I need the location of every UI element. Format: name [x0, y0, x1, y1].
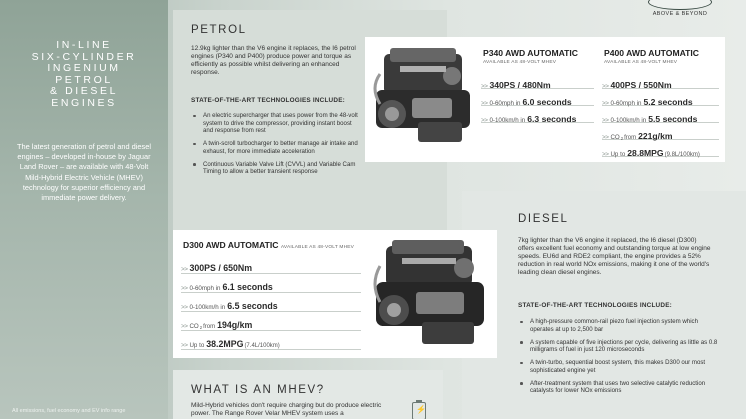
mhev-description: Mild-Hybrid vehicles don't require charging but do produce electric power. The Range Rover Velar MHEV system uses a — [191, 402, 382, 418]
spec-label: Up to — [189, 342, 205, 349]
spec-row-mpg: >> Up to 28.8MPG(9.8L/100km) — [602, 143, 719, 157]
spec-row-power: >> 340PS / 480Nm — [481, 75, 594, 89]
spec-value: 28.8MPG — [627, 148, 664, 158]
spec-row-mpg: >> Up to 38.2MPG(7.4L/100km) — [181, 334, 361, 350]
spec-label: CO — [610, 134, 620, 141]
spec-value: 400PS / 550Nm — [610, 80, 672, 90]
list-item: A twin-turbo, sequential boost system, this makes D300 our most sophisticated engine yet — [518, 359, 718, 374]
spec-subscript: 2 — [620, 136, 624, 141]
intro-title-line: INGENIUM — [47, 62, 121, 74]
spec-label: 0-60mph in — [189, 285, 221, 292]
variant-availability-p340: AVAILABLE AS 48-VOLT MHEV — [483, 60, 557, 65]
petrol-tech-heading: STATE-OF-THE-ART TECHNOLOGIES INCLUDE: — [191, 97, 345, 104]
spec-subscript: 2 — [199, 325, 203, 330]
variant-availability-d300: AVAILABLE AS 48-VOLT MHEV — [280, 245, 355, 250]
variant-title-p400: P400 AWD AUTOMATIC — [604, 48, 700, 58]
spec-label: 0-100km/h in — [610, 117, 647, 124]
list-item: A twin-scroll turbocharger to better manage air intake and exhaust, for more immediate acceleration — [191, 140, 359, 155]
petrol-description: 12.9kg lighter than the V6 engine it replaces, the I6 petrol engines (P340 and P400) produce power and torque as efficiently as possible whilst delivering an enhanced response. — [191, 45, 356, 77]
spec-value: 6.1 seconds — [222, 282, 273, 292]
diesel-description: 7kg lighter than the V6 engine it replaced, the I6 diesel (D300) offers excellent fuel economy and outstanding torque at low engine speeds. EU6d and RDE2 compliant, the engine provides a 52% reduction in real world NOx emissions, making it one of the world's leading clean diesel engines. — [518, 237, 711, 277]
spec-value: 300PS / 650Nm — [189, 263, 253, 273]
spec-row-accel-100: >> 0-100km/h in 6.3 seconds — [481, 109, 594, 123]
spec-value: 38.2MPG — [206, 339, 244, 349]
petrol-title: PETROL — [191, 24, 247, 36]
spec-label: Up to — [610, 151, 626, 158]
brand-logo — [648, 0, 712, 10]
spec-value: 5.5 seconds — [648, 114, 698, 124]
intro-title-line: ENGINES — [51, 96, 117, 109]
mhev-title: WHAT IS AN MHEV? — [191, 384, 325, 396]
spec-value: 194g/km — [217, 320, 253, 330]
spec-label: from — [624, 135, 637, 141]
spec-value: 6.3 seconds — [527, 114, 577, 124]
petrol-engine-image — [370, 44, 476, 148]
spec-row-power: >> 300PS / 650Nm — [181, 258, 361, 274]
list-item: A system capable of five injections per cycle, delivering as little as 0.8 milligrams of fuel in just 120 microseconds — [518, 339, 718, 354]
diesel-engine-image — [368, 238, 492, 350]
diesel-tech-list — [518, 318, 718, 400]
spec-row-accel-60: >> 0-60mph in 6.0 seconds — [481, 92, 594, 106]
brand-tagline: ABOVE & BEYOND — [652, 11, 708, 17]
spec-row-co2: >> CO2from 194g/km — [181, 315, 361, 331]
spec-row-power: >> 400PS / 550Nm — [602, 75, 719, 89]
spec-note: (9.8L/100km) — [664, 152, 700, 158]
list-item: After-treatment system that uses two selective catalytic reduction catalysts for lower NOx emissions — [518, 380, 718, 395]
intro-title-line: IN-LINE — [56, 39, 112, 51]
spec-value: 6.0 seconds — [522, 97, 572, 107]
variant-availability-p400: AVAILABLE AS 48-VOLT MHEV — [604, 60, 678, 65]
intro-title-line: SIX-CYLINDER — [31, 50, 137, 63]
list-item: Continuous Variable Valve Lift (CVVL) and Variable Cam Timing to allow a better transient response — [191, 161, 359, 176]
spec-label: 0-60mph in — [489, 100, 521, 107]
intro-title-line: PETROL — [55, 73, 113, 86]
variant-title-d300 — [183, 240, 354, 250]
spec-row-accel-60: >> 0-60mph in 5.2 seconds — [602, 92, 719, 106]
spec-label: 0-60mph in — [610, 100, 642, 107]
list-item: An electric supercharger that uses power from the 48-volt system to drive the compressor, providing instant boost and response from rest — [191, 112, 359, 135]
petrol-tech-list — [191, 112, 359, 181]
spec-label: 0-100km/h in — [489, 117, 526, 124]
intro-body: The latest generation of petrol and diesel engines – developed in-house by Jaguar Land Rover – are available with 48-Volt Mild-Hybrid Electric Vehicle (MHEV) technology for superior efficiency and immediate power delivery. — [17, 142, 151, 203]
list-item: A high-pressure common-rail piezo fuel injection system which operates at up to 2,500 bar — [518, 318, 718, 333]
spec-value: 340PS / 480Nm — [489, 80, 551, 90]
spec-label: from — [203, 324, 216, 330]
diesel-title: DIESEL — [518, 213, 569, 225]
spec-value: 6.5 seconds — [227, 301, 278, 311]
spec-note: (7.4L/100km) — [244, 343, 280, 349]
spec-value: 5.2 seconds — [643, 97, 693, 107]
intro-title — [12, 40, 156, 109]
spec-value: 221g/km — [638, 131, 673, 141]
intro-title-line: & DIESEL — [49, 85, 119, 97]
spec-row-accel-60: >> 0-60mph in 6.1 seconds — [181, 277, 361, 293]
intro-column — [0, 0, 168, 419]
spec-label: 0-100km/h in — [189, 304, 226, 311]
spec-row-co2: >> CO2from 221g/km — [602, 126, 719, 140]
variant-title-p340: P340 AWD AUTOMATIC — [483, 48, 579, 58]
intro-footnote: All emissions, fuel economy and EV info range — [12, 408, 126, 414]
spec-label: CO — [189, 323, 199, 330]
spec-row-accel-100: >> 0-100km/h in 6.5 seconds — [181, 296, 361, 312]
spec-row-accel-100: >> 0-100km/h in 5.5 seconds — [602, 109, 719, 123]
diesel-tech-heading: STATE-OF-THE-ART TECHNOLOGIES INCLUDE: — [518, 302, 672, 309]
variant-name: D300 AWD AUTOMATIC — [183, 240, 279, 250]
battery-icon: ⚡ — [412, 402, 426, 419]
